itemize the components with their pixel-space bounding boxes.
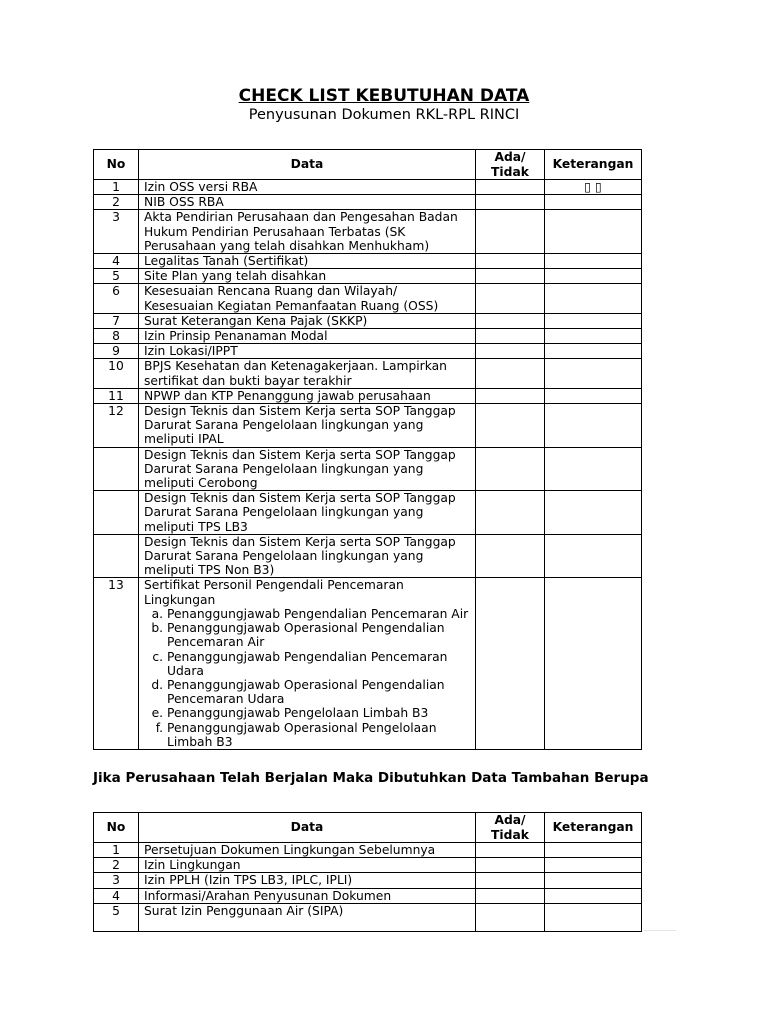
header-keterangan: Keterangan [545, 150, 642, 180]
table-row [94, 843, 642, 858]
header-no: No [94, 813, 139, 843]
cell-ada-tidak [476, 195, 545, 210]
table-row [94, 180, 642, 195]
cell-no: 13 [94, 578, 139, 749]
table-header-row [94, 813, 642, 843]
cell-no: 3 [94, 210, 139, 254]
cell-no: 1 [94, 843, 139, 858]
cell-keterangan [545, 491, 642, 535]
cell-keterangan [545, 578, 642, 749]
cell-keterangan [545, 284, 642, 313]
cell-data-text: Design Teknis dan Sistem Kerja serta SOP Tanggap Darurat Sarana Pengelolaan lingkungan yang meliputi Cerobong [144, 447, 456, 491]
table-row [94, 269, 642, 284]
table-row [94, 873, 642, 888]
header-no: No [94, 150, 139, 180]
cell-data-text: BPJS Kesehatan dan Ketenagakerjaan. Lampirkan sertifikat dan bukti bayar terakhir [144, 359, 447, 388]
cell-data-text: Izin Lingkungan [144, 858, 241, 873]
cell-data-text: Informasi/Arahan Penyusunan Dokumen [144, 888, 392, 903]
cell-keterangan [545, 195, 642, 210]
cell-keterangan [545, 858, 642, 873]
cell-ada-tidak [476, 344, 545, 359]
cell-no: 5 [94, 903, 139, 931]
cell-data-text: Legalitas Tanah (Sertifikat) [144, 254, 309, 269]
cell-keterangan [545, 873, 642, 888]
list-item: e. Penanggungjawab Pengelolaan Limbah B3 [167, 706, 470, 720]
cell-data [139, 388, 476, 403]
cell-data [139, 359, 476, 388]
cell-ada-tidak [476, 534, 545, 578]
cell-data [139, 491, 476, 535]
header-ada-tidak: Ada/ Tidak [476, 150, 545, 180]
table-row [94, 388, 642, 403]
checklist-table-additional [93, 812, 642, 932]
table-row [94, 284, 642, 313]
cell-ada-tidak [476, 843, 545, 858]
table-row [94, 491, 642, 535]
table-row [94, 447, 642, 491]
cell-data-text: Design Teknis dan Sistem Kerja serta SOP Tanggap Darurat Sarana Pengelolaan lingkungan yang meliputi IPAL [144, 404, 456, 447]
cell-data [139, 858, 476, 873]
cell-data [139, 313, 476, 328]
cell-no: 5 [94, 269, 139, 284]
cell-no: 3 [94, 873, 139, 888]
cell-data-text: Design Teknis dan Sistem Kerja serta SOP Tanggap Darurat Sarana Pengelolaan lingkungan yang meliputi TPS Non B3) [144, 534, 456, 578]
cell-no: 12 [94, 404, 139, 448]
cell-keterangan [545, 888, 642, 903]
cell-data-text: Izin Lokasi/IPPT [144, 344, 238, 359]
cell-data-text: Design Teknis dan Sistem Kerja serta SOP Tanggap Darurat Sarana Pengelolaan lingkungan yang meliputi TPS LB3 [144, 491, 456, 534]
cell-ada-tidak [476, 873, 545, 888]
table-row [94, 404, 642, 448]
page-subtitle: Penyusunan Dokumen RKL-RPL RINCI [248, 107, 520, 123]
table-row [94, 254, 642, 269]
table-row [94, 344, 642, 359]
cell-no: 6 [94, 284, 139, 313]
cell-no: 2 [94, 195, 139, 210]
cell-ada-tidak [476, 858, 545, 873]
sub-list [144, 607, 470, 749]
cell-data-text: Izin PPLH (Izin TPS LB3, IPLC, IPLI) [144, 873, 353, 888]
cell-no: 11 [94, 388, 139, 403]
cell-ada-tidak [476, 359, 545, 388]
cell-data [139, 888, 476, 903]
table-row [94, 858, 642, 873]
cell-no [94, 534, 139, 578]
cell-ada-tidak [476, 388, 545, 403]
cell-data-text: NIB OSS RBA [144, 195, 224, 210]
cell-ada-tidak [476, 491, 545, 535]
cell-data-text: Sertifikat Personil Pengendali Pencemaran Lingkungan [144, 578, 404, 607]
table-row [94, 903, 642, 931]
cell-data [139, 284, 476, 313]
cell-keterangan [545, 344, 642, 359]
cell-keterangan [545, 843, 642, 858]
cell-data [139, 873, 476, 888]
cell-no: 4 [94, 254, 139, 269]
cell-ada-tidak [476, 210, 545, 254]
cell-no: 9 [94, 344, 139, 359]
header-keterangan: Keterangan [545, 813, 642, 843]
cell-keterangan [545, 313, 642, 328]
cell-no: 8 [94, 329, 139, 344]
cell-no: 1 [94, 180, 139, 195]
cell-ada-tidak [476, 284, 545, 313]
cell-no: 4 [94, 888, 139, 903]
cell-ada-tidak [476, 329, 545, 344]
header-ada-tidak: Ada/ Tidak [476, 813, 545, 843]
cell-keterangan [545, 447, 642, 491]
cell-data-text: Site Plan yang telah disahkan [144, 269, 327, 284]
cell-keterangan [545, 534, 642, 578]
checklist-table-main [93, 149, 642, 750]
cell-data [139, 843, 476, 858]
cell-ada-tidak [476, 269, 545, 284]
cell-ada-tidak [476, 888, 545, 903]
cell-no [94, 491, 139, 535]
cell-data [139, 447, 476, 491]
cell-keterangan [545, 903, 642, 931]
cell-data [139, 344, 476, 359]
cell-data-text: Kesesuaian Rencana Ruang dan Wilayah/ Kesesuaian Kegiatan Pemanfaatan Ruang (OSS) [144, 284, 439, 313]
table-header-row [94, 150, 642, 180]
cell-data [139, 254, 476, 269]
cell-ada-tidak [476, 254, 545, 269]
cell-data-text: Surat Keterangan Kena Pajak (SKKP) [144, 313, 368, 328]
cell-data [139, 404, 476, 448]
cell-data [139, 534, 476, 578]
list-item: a. Penanggungjawab Pengendalian Pencemaran Air [167, 607, 470, 621]
table-row [94, 578, 642, 749]
table-row [94, 888, 642, 903]
cell-keterangan [545, 404, 642, 448]
divider [644, 930, 676, 931]
cell-data [139, 903, 476, 931]
table-row [94, 534, 642, 578]
cell-ada-tidak [476, 578, 545, 749]
cell-no: 10 [94, 359, 139, 388]
cell-ada-tidak [476, 447, 545, 491]
cell-ada-tidak [476, 180, 545, 195]
table-row [94, 210, 642, 254]
table-row [94, 195, 642, 210]
cell-data [139, 578, 476, 749]
cell-keterangan [545, 269, 642, 284]
cell-keterangan [545, 254, 642, 269]
table-row [94, 329, 642, 344]
cell-data-text: Izin Prinsip Penanaman Modal [144, 329, 328, 344]
list-item: f. Penanggungjawab Operasional Pengelolaan Limbah B3 [167, 721, 470, 749]
page-title: CHECK LIST KEBUTUHAN DATA [238, 86, 530, 106]
cell-no: 7 [94, 313, 139, 328]
section-heading-additional-data: Jika Perusahaan Telah Berjalan Maka Dibutuhkan Data Tambahan Berupa [93, 770, 649, 786]
cell-data-text: Surat Izin Penggunaan Air (SIPA) [144, 903, 344, 918]
cell-keterangan: ▯ ▯ [545, 180, 642, 195]
cell-data [139, 210, 476, 254]
cell-data [139, 329, 476, 344]
cell-data-text: NPWP dan KTP Penanggung jawab perusahaan [144, 388, 431, 403]
header-data: Data [139, 813, 476, 843]
cell-data-text: Akta Pendirian Perusahaan dan Pengesahan Badan Hukum Pendirian Perusahaan Terbatas (SK Perusahaan yang telah disahkan Menhukham) [144, 210, 458, 253]
cell-data [139, 269, 476, 284]
table-row [94, 313, 642, 328]
list-item: c. Penanggungjawab Pengendalian Pencemaran Udara [167, 650, 470, 678]
cell-data-text: Persetujuan Dokumen Lingkungan Sebelumnya [144, 843, 436, 857]
table-row [94, 359, 642, 388]
cell-keterangan [545, 388, 642, 403]
cell-ada-tidak [476, 404, 545, 448]
cell-ada-tidak [476, 903, 545, 931]
header-data: Data [139, 150, 476, 180]
cell-keterangan [545, 210, 642, 254]
list-item: b. Penanggungjawab Operasional Pengendalian Pencemaran Air [167, 621, 470, 649]
cell-ada-tidak [476, 313, 545, 328]
cell-data-text: Izin OSS versi RBA [144, 180, 258, 194]
list-item: d. Penanggungjawab Operasional Pengendalian Pencemaran Udara [167, 678, 470, 706]
cell-no: 2 [94, 858, 139, 873]
cell-data [139, 195, 476, 210]
cell-no [94, 447, 139, 491]
cell-keterangan [545, 329, 642, 344]
cell-keterangan [545, 359, 642, 388]
cell-data [139, 180, 476, 195]
